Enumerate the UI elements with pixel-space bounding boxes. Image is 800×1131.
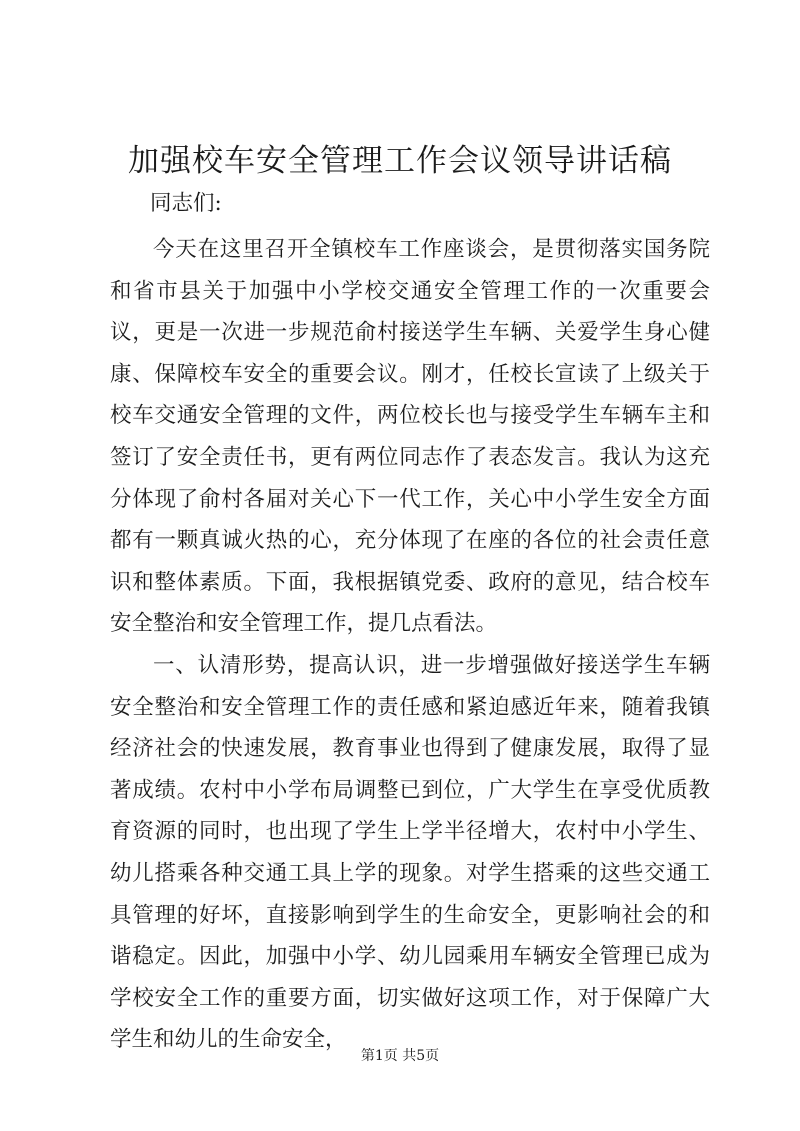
paragraph-1: 今天在这里召开全镇校车工作座谈会，是贯彻落实国务院和省市县关于加强中小学校交通安全管理工作的一次重要会议，更是一次进一步规范俞村接送学生车辆、关爱学生身心健康、保障校车安全的重要会议。刚才，任校长宣读了上级关于校车交通安全管理的文件，两位校长也与接受学生车辆车主和签订了安全责任书，更有两位同志作了表态发言。我认为这充分体现了俞村各届对关心下一代工作，关心中小学生安全方面都有一颗真诚火热的心，充分体现了在座的各位的社会责任意识和整体素质。下面，我根据镇党委、政府的意见，结合校车安全整治和安全管理工作，提几点看法。 bbox=[110, 237, 710, 637]
document-title: 加强校车安全管理工作会议领导讲话稿 bbox=[128, 143, 672, 179]
document-body bbox=[110, 229, 710, 1061]
paragraph-2: 一、认清形势，提高认识，进一步增强做好接送学生车辆安全整治和安全管理工作的责任感和紧迫感近年来，随着我镇经济社会的快速发展，教育事业也得到了健康发展，取得了显著成绩。农村中小学布局调整已到位，广大学生在享受优质教育资源的同时，也出现了学生上学半径增大，农村中小学生、幼儿搭乘各种交通工具上学的现象。对学生搭乘的这些交通工具管理的好坏，直接影响到学生的生命安全，更影响社会的和谐稳定。因此，加强中小学、幼儿园乘用车辆安全管理已成为学校安全工作的重要方面，切实做好这项工作，对于保障广大学生和幼儿的生命安全， bbox=[110, 652, 710, 1053]
page-footer: 第1页 共5页 bbox=[360, 1048, 440, 1064]
salutation: 同志们: bbox=[150, 191, 222, 216]
